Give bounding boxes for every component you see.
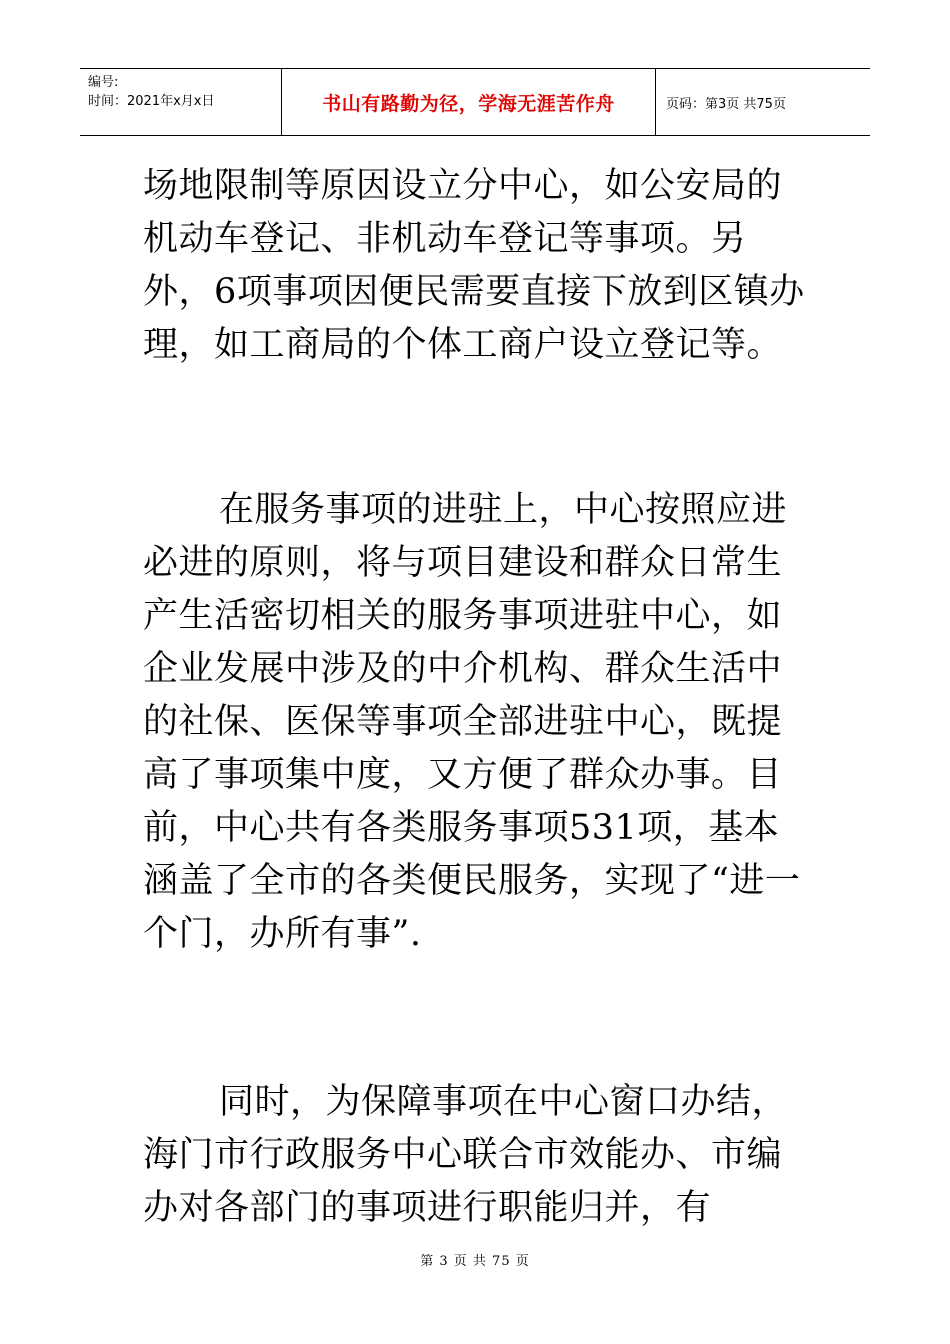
paragraph-3: 同时，为保障事项在中心窗口办结，海门市行政服务中心联合市效能办、市编办对各部门的事项进行职能归并，有 — [143, 1082, 788, 1228]
header-meta — [80, 69, 282, 135]
page-footer: 第 3 页 共 75 页 — [420, 1254, 530, 1269]
document-body — [143, 160, 813, 1235]
paragraph-1: 场地限制等原因设立分中心，如公安局的机动车登记、非机动车登记等事项。另外，6项事项因便民需要直接下放到区镇办理，如工商局的个体工商户设立登记等。 — [143, 166, 805, 365]
paragraph-spacer — [143, 961, 813, 1076]
header-motto: 书山有路勤为径，学海无涯苦作舟 — [282, 69, 656, 135]
document-time: 时间：2021年x月x日 — [88, 94, 215, 109]
page-header — [80, 68, 870, 136]
header-page-info: 页码：第3页 共75页 — [666, 96, 786, 112]
paragraph-2: 在服务事项的进驻上，中心按照应进必进的原则，将与项目建设和群众日常生产生活密切相关的服务事项进驻中心，如企业发展中涉及的中介机构、群众生活中的社保、医保等事项全部进驻中心，既提高了事项集中度，又方便了群众办事。目前，中心共有各类服务事项531项，基本涵盖了全市的各类便民服务，实现了“进一个门，办所有事”. — [143, 490, 801, 954]
document-number-label: 编号: — [88, 75, 119, 90]
paragraph-spacer — [143, 372, 813, 484]
